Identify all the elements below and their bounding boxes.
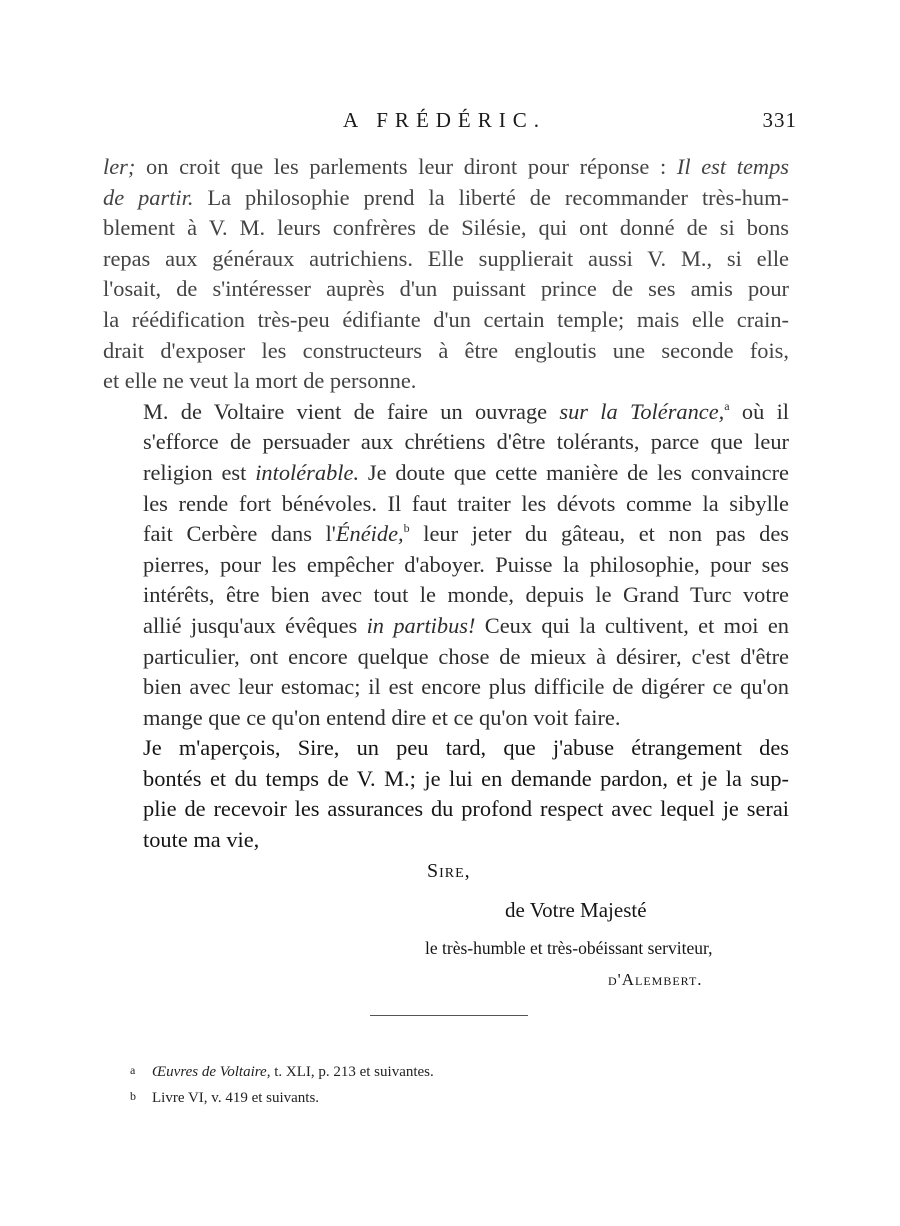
text-run: allié jusqu'aux évêques — [143, 612, 367, 638]
text-line — [103, 611, 789, 642]
paragraph-3 — [103, 733, 789, 855]
italic-text: Énéide, — [335, 521, 404, 547]
italic-text: de partir. — [103, 184, 194, 210]
text-line — [103, 183, 789, 214]
footnote-mark: a — [130, 1063, 136, 1077]
closing-line-2: le très-humble et très-obéissant serviteur, — [425, 938, 713, 958]
text-line: bontés et du temps de V. M.; je lui en demande pardon, et je la sup- — [143, 765, 789, 791]
text-line: repas aux généraux autrichiens. Elle supplierait aussi V. M., si elle — [103, 245, 789, 271]
running-title: A FRÉDÉRIC. — [343, 108, 547, 132]
text-line — [103, 152, 789, 183]
italic-text: sur la Tolérance, — [559, 398, 725, 424]
text-line: et elle ne veut la mort de personne. — [103, 368, 417, 394]
text-run: leur jeter du gâteau, et non pas des — [409, 521, 789, 547]
text-line: bien avec leur estomac; il est encore plus difficile de digérer ce qu'on — [143, 674, 789, 700]
letter-body — [103, 152, 789, 856]
italic-text: Il est temps — [676, 154, 790, 179]
text-line: Je m'aperçois, Sire, un peu tard, que j'abuse étrangement des — [143, 735, 789, 761]
signature: d'Alembert. — [608, 970, 703, 989]
text-run: Je doute que cette manière de les convaincre — [359, 459, 789, 485]
italic-text: in partibus! — [366, 612, 476, 638]
text-line — [103, 397, 789, 428]
footnotes — [130, 1058, 434, 1110]
text-line — [103, 458, 789, 489]
paragraph-2 — [103, 397, 789, 734]
text-line: blement à V. M. leurs confrères de Silésie, qui ont donné de si bons — [103, 215, 789, 241]
italic-text: intolérable. — [255, 459, 360, 485]
page-number: 331 — [762, 108, 797, 132]
text-line: les rende fort bénévoles. Il faut traiter les dévots comme la sibylle — [143, 490, 789, 516]
text-line: s'efforce de persuader aux chrétiens d'être tolérants, parce que leur — [143, 429, 789, 455]
footnote-text: Livre VI, v. 419 et suivants. — [152, 1090, 320, 1106]
text-run: La philosophie prend la liberté de recommander très-hum- — [193, 184, 789, 210]
footnote-text: t. XLI, p. 213 et suivantes. — [270, 1064, 434, 1080]
paragraph-1 — [103, 152, 789, 397]
text-line: toute ma vie, — [143, 827, 260, 853]
italic-text: ler; — [103, 154, 136, 179]
footnote-b — [130, 1084, 434, 1110]
salutation: Sire, — [427, 860, 471, 882]
closing-line-1: de Votre Majesté — [505, 898, 647, 922]
text-line: drait d'exposer les constructeurs à être engloutis une seconde fois, — [103, 337, 789, 363]
text-line: mange que ce qu'on entend dire et ce qu'on voit faire. — [143, 704, 621, 730]
text-run: religion est — [143, 459, 256, 485]
text-run: fait Cerbère dans l' — [143, 521, 336, 547]
text-line: pierres, pour les empêcher d'aboyer. Puisse la philosophie, pour ses — [143, 551, 789, 577]
text-run: on croit que les parlements leur diront pour réponse : — [135, 154, 677, 179]
text-line: l'osait, de s'intéresser auprès d'un puissant prince de ses amis pour — [103, 276, 789, 302]
text-line: plie de recevoir les assurances du profond respect avec lequel je serai — [143, 796, 789, 822]
footnote-ref-a: a — [724, 398, 730, 413]
text-run: M. de Voltaire vient de faire un ouvrage — [143, 398, 560, 424]
running-head — [0, 108, 900, 138]
footnote-title: Œuvres de Voltaire, — [152, 1064, 271, 1080]
text-line: la réédification très-peu édifiante d'un certain temple; mais elle crain- — [103, 306, 789, 332]
footnote-divider — [370, 1015, 528, 1016]
footnote-a — [130, 1058, 434, 1084]
footnote-mark: b — [130, 1089, 136, 1103]
text-run: où il — [729, 398, 790, 424]
text-line: particulier, ont encore quelque chose de mieux à désirer, c'est d'être — [143, 643, 789, 669]
text-line — [103, 519, 789, 550]
footnote-ref-b: b — [403, 521, 410, 536]
text-run: Ceux qui la cultivent, et moi en — [475, 612, 789, 638]
text-line: intérêts, être bien avec tout le monde, depuis le Grand Turc votre — [143, 582, 789, 608]
